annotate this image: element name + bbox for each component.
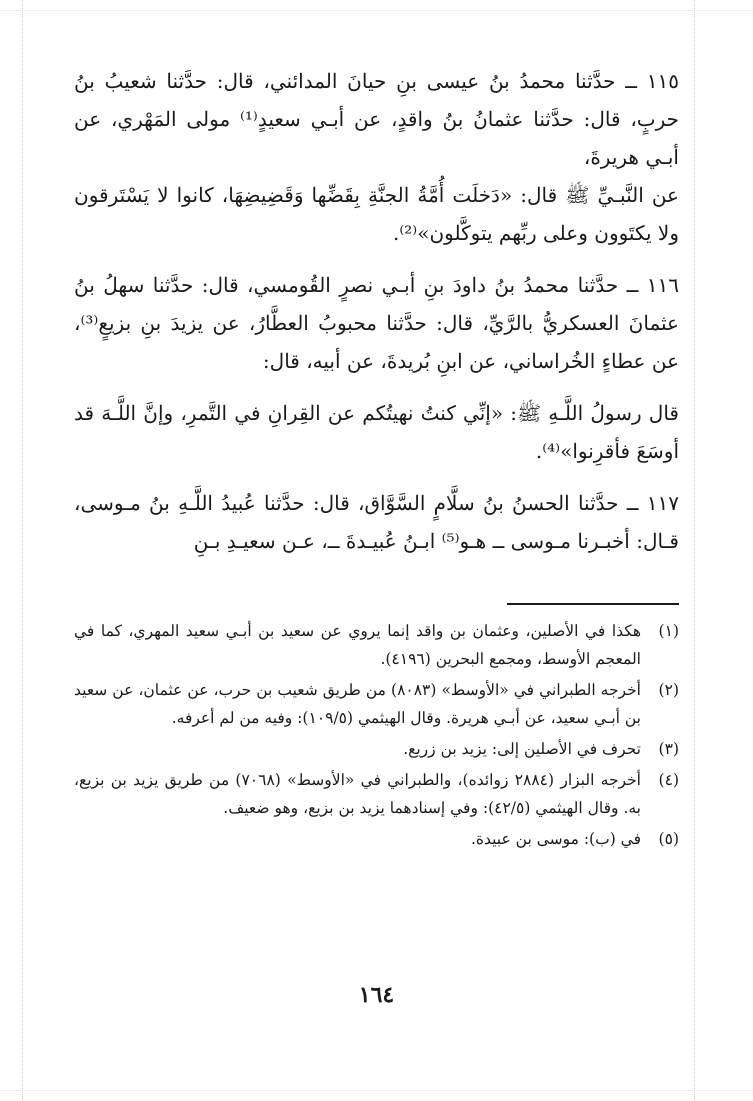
footnote-text: في (ب): موسى بن عبيدة. <box>470 830 641 848</box>
footnote-text: أخرجه الطبراني في «الأوسط» (٨٠٨٣) من طريق شعيب بن حرب، عن عثمان، عن سعيد بن أبـي سعيد، عن أبـي هريرة. وقال الهيثمي (١٠٩/٥): وفيه من لم أعرفه. <box>74 681 641 727</box>
footnote <box>74 735 679 763</box>
footnote <box>74 617 679 673</box>
footnote-number: (١) <box>658 622 679 640</box>
hadith-paragraph: ١١٥ ــ حدَّثنا محمدُ بنُ عيسى بنِ حيانَ المدائني، قال: حدَّثنا شعيبُ بنُ حربٍ، قال: حدَّثنا عثمانُ بنُ واقدٍ، عن أبـي سعيدٍ⁽¹⁾ مولى المَهْري، عن أبـي هريرةَ، <box>74 69 680 169</box>
footnote-text: أخرجه البزار (٢٨٨٤ زوائده)، والطبراني في «الأوسط» (٧٠٦٨) من طريق يزيد بن بزيع، به. وقال الهيثمي (٤٢/٥): وفي إسنادهما يزيد بن بزيع، وهو ضعيف. <box>74 771 641 817</box>
hadith-paragraph: ١١٦ ــ حدَّثنا محمدُ بنُ داودَ بنِ أبـي نصرٍ القُومسي، قال: حدَّثنا سهلُ بنُ عثمانَ العسكريُّ بالرَّيِّ، قال: حدَّثنا محبوبُ العطَّارُ، عن يزيدَ بنِ بزيعٍ⁽³⁾، عن عطاءٍ الخُراساني، عن ابنِ بُريدةَ، عن أبيه، قال: <box>74 273 679 373</box>
scan-guide-line <box>694 0 695 1101</box>
page-number: ١٦٤ <box>358 982 395 1008</box>
footnote-text: هكذا في الأصلين، وعثمان بن واقد إنما يروي عن سعيد بن أبـي سعيد المهري، كما في المعجم الأوسط، ومجمع البحرين (٤١٩٦). <box>74 622 641 668</box>
hadith-paragraph: قال رسولُ اللَّـهِ ﷺ: «إنِّي كنتُ نهيتُكم عن القِرانِ في التَّمرِ، وإنَّ اللَّـهَ قد أوسَعَ فأقرِنوا»⁽⁴⁾. <box>74 401 679 463</box>
footnote-number: (٣) <box>658 740 679 758</box>
footnote <box>74 676 679 732</box>
scan-guide-line <box>0 1090 753 1091</box>
footnotes <box>74 617 679 856</box>
footnote-text: تحرف في الأصلين إلى: يزيد بن زريع. <box>403 740 641 758</box>
footnote-separator <box>507 603 679 605</box>
footnote <box>74 766 679 822</box>
footnote-number: (٥) <box>658 830 679 848</box>
hadith-paragraph: عن النَّبـيِّ ﷺ قال: «دَخلَت أُمَّةُ الجنَّةِ بِقَضِّها وَقَضِيضِهَا، كانوا لا يَسْتَرقون ولا يكتَوون وعلى ربِّهم يتوكَّلون»⁽²⁾. <box>74 183 679 245</box>
scan-guide-line <box>22 0 23 1101</box>
footnote <box>74 825 679 853</box>
hadith-paragraph: ١١٧ ــ حدَّثنا الحسنُ بنُ سلَّامٍ السَّوَّاق، قال: حدَّثنا عُبيدُ اللَّـهِ بنُ مـوسى، قـال: أخبـرنا مـوسى ــ هـو⁽⁵⁾ ابـنُ عُبيـدةَ ــ، عـن سعيـدِ بـنِ <box>74 491 679 553</box>
footnote-number: (٤) <box>658 771 679 789</box>
main-text <box>74 62 679 560</box>
scan-guide-line <box>0 10 753 11</box>
footnote-number: (٢) <box>658 681 679 699</box>
